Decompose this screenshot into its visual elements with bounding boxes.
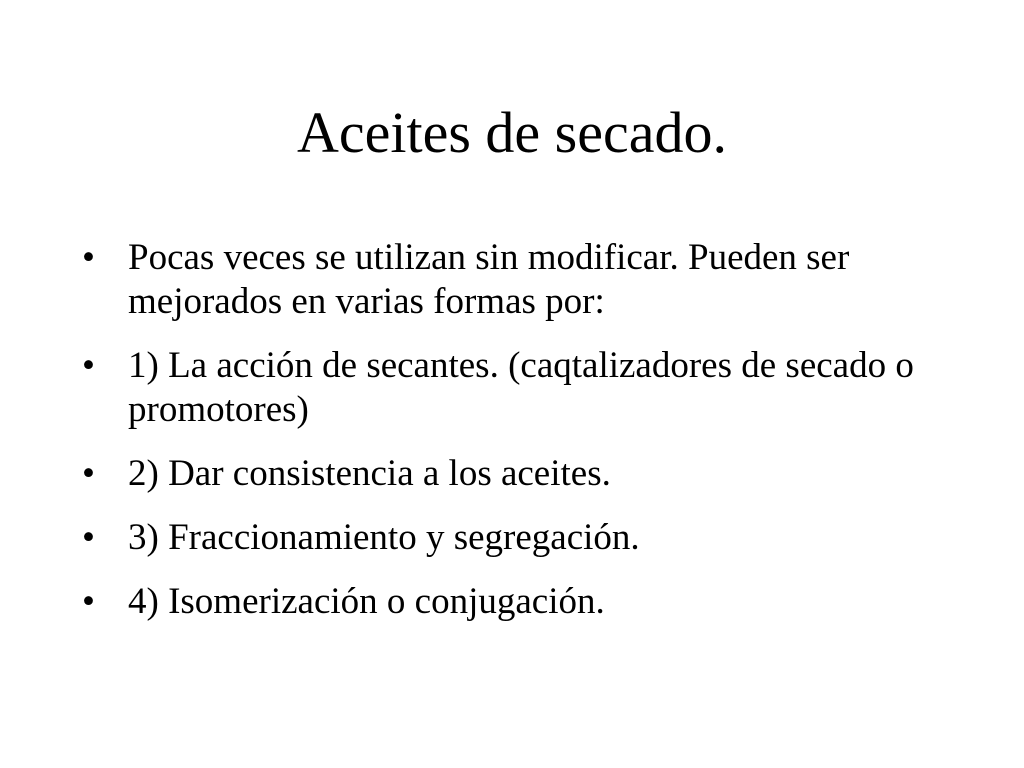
list-item (82, 580, 962, 624)
list-item (82, 516, 962, 560)
bullet-icon: • (82, 345, 95, 386)
bullet-icon: • (82, 581, 95, 622)
slide-title: Aceites de secado. (297, 100, 727, 165)
bullet-icon: • (82, 517, 95, 558)
list-item (82, 344, 962, 432)
bullet-text: 4) Isomerización o conjugación. (128, 581, 605, 622)
bullet-text: Pocas veces se utilizan sin modificar. Pueden ser mejorados en varias formas por: (128, 237, 850, 322)
bullet-text: 1) La acción de secantes. (caqtalizadores de secado o promotores) (128, 345, 914, 430)
bullet-icon: • (82, 453, 95, 494)
list-item (82, 452, 962, 496)
bullet-text: 3) Fraccionamiento y segregación. (128, 517, 640, 558)
list-item (82, 236, 962, 324)
bullet-icon: • (82, 237, 95, 278)
bullet-list (82, 236, 962, 644)
bullet-text: 2) Dar consistencia a los aceites. (128, 453, 611, 494)
